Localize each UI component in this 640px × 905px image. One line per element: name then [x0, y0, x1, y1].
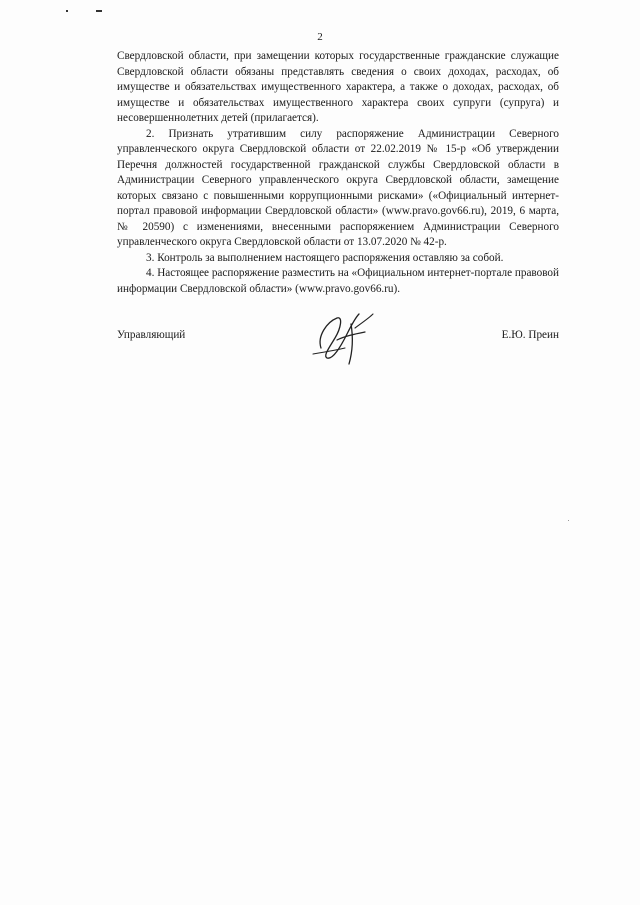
handwritten-signature [307, 310, 387, 368]
page-number: 2 [317, 31, 323, 43]
paragraph-item-4: 4. Настоящее распоряжение разместить на «Официальном интернет-портале правовой информации Свердловской области» (www.pravo.gov66.ru). [117, 267, 559, 295]
scan-artifact [96, 10, 102, 12]
paragraph-item-3: 3. Контроль за выполнением настоящего распоряжения оставляю за собой. [146, 251, 504, 264]
paragraph-continuation: Свердловской области, при замещении которых государственные гражданские служащие Свердловской области обязаны представлять сведения о своих доходах, расходах, об имуществе и обязательствах имущественного характера, а также о доходах, расходах, об имуществе и обязательствах имущественного характера своих супруги (супруга) и несовершеннолетних детей (прилагается). [117, 50, 559, 124]
paragraph-item-2: 2. Признать утратившим силу распоряжение Администрации Северного управленческого округа Свердловской области от 22.02.2019 № 15-р «Об утверждении Перечня должностей государственной гражданской службы Свердловской области в Администрации Северного управленческого округа Свердловской области, замещение которых связано с повышенными коррупционными рисками» («Официальный интернет-портал правовой информации Свердловской области» (www.pravo.gov66.ru), 2019, 6 марта, № 20590) с изменениями, внесенными распоряжением Администрации Северного управленческого округа Свердловской области от 13.07.2020 № 42-р. [117, 127, 559, 248]
document-body [117, 49, 559, 297]
signatory-position: Управляющий [117, 329, 186, 341]
signatory-name: Е.Ю. Преин [501, 329, 559, 341]
scan-artifact [66, 10, 68, 12]
signature-block [117, 310, 559, 370]
scan-artifact [568, 520, 569, 521]
